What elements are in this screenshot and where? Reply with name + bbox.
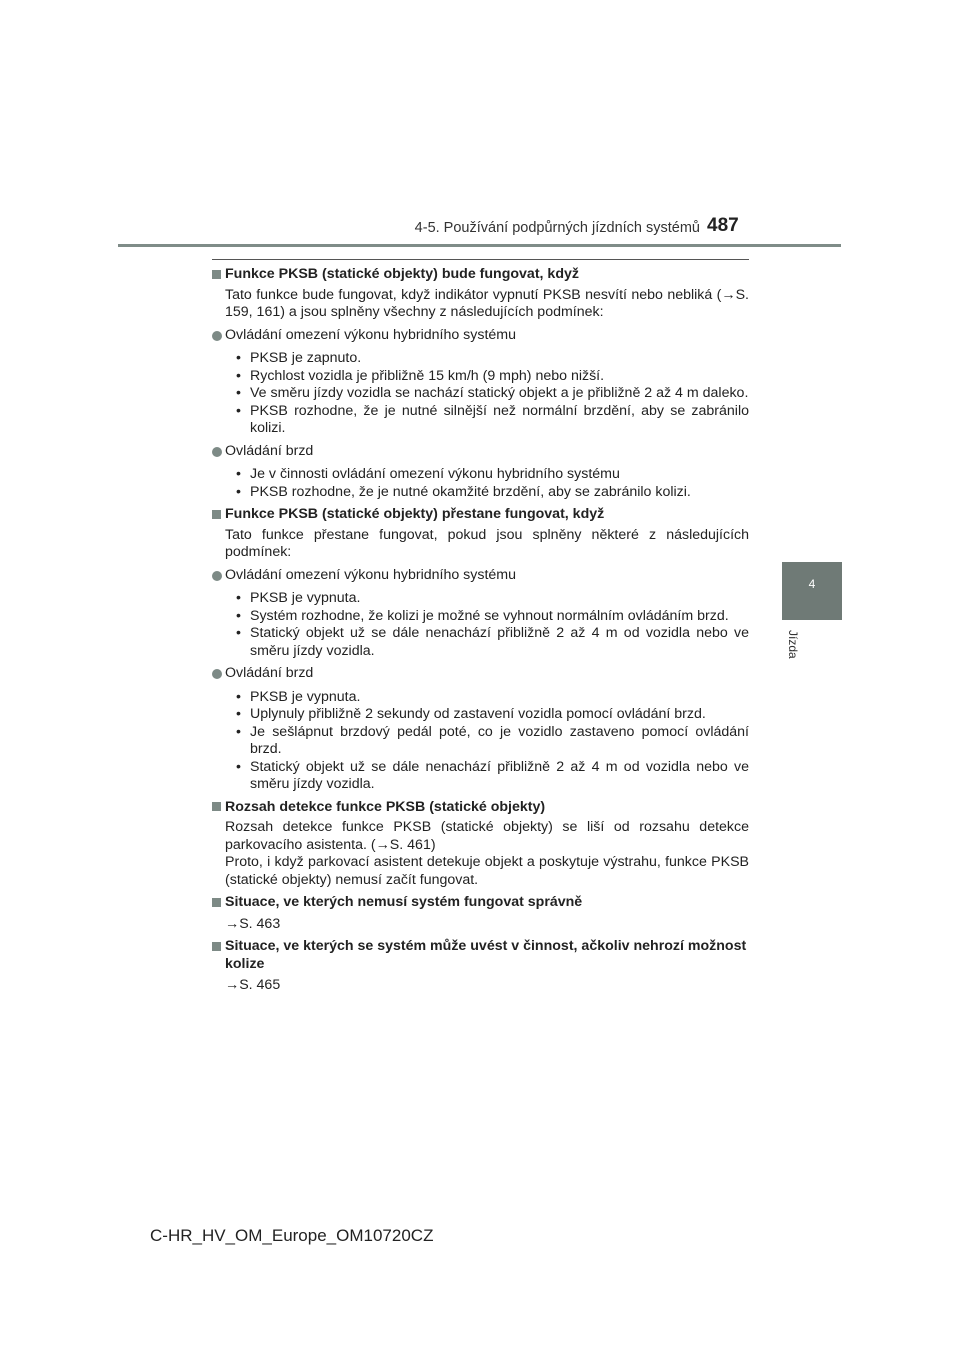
content bbox=[212, 259, 749, 995]
section-heading-text: Rozsah detekce funkce PKSB (statické objekty) bbox=[225, 798, 546, 815]
circle-bullet-icon bbox=[212, 571, 222, 581]
circle-bullet-icon bbox=[212, 669, 222, 679]
section-tab-label: Jízda bbox=[786, 630, 800, 659]
condition-list bbox=[212, 466, 749, 501]
condition-group-title: Ovládání omezení výkonu hybridního systému bbox=[212, 567, 749, 585]
section-heading-text: Funkce PKSB (statické objekty) bude fungovat, když bbox=[225, 266, 579, 282]
list-item: • Ve směru jízdy vozidla se nachází statický objekt a je přibližně 2 až 4 m daleko. bbox=[236, 385, 749, 401]
condition-group-title: Ovládání omezení výkonu hybridního systému bbox=[212, 327, 749, 345]
list-item: • PKSB je zapnuto. bbox=[236, 350, 362, 366]
page-reference: →S. 463 bbox=[225, 915, 281, 932]
condition-group-title: Ovládání brzd bbox=[212, 665, 749, 683]
section-intro: Tato funkce přestane fungovat, pokud jsou splněny některé z následujících podmínek: bbox=[225, 526, 749, 560]
list-item: • Statický objekt už se dále nenachází přibližně 2 až 4 m od vozidla nebo ve směru jízdy vozidla. bbox=[236, 758, 749, 792]
section-heading bbox=[212, 894, 749, 912]
header-rule bbox=[118, 244, 841, 247]
circle-bullet-icon bbox=[212, 331, 222, 341]
square-bullet-icon bbox=[212, 898, 221, 907]
section-tab-number: 4 bbox=[808, 577, 816, 591]
page-reference: →S. 465 bbox=[225, 977, 281, 993]
list-item: • PKSB je vypnuta. bbox=[236, 688, 361, 705]
list-item: • Uplynuly přibližně 2 sekundy od zastavení vozidla pomocí ovládání brzd. bbox=[236, 706, 706, 722]
list-item: • PKSB je vypnuta. bbox=[236, 590, 361, 606]
square-bullet-icon bbox=[212, 510, 221, 519]
list-item: • Je v činnosti ovládání omezení výkonu hybridního systému bbox=[236, 466, 620, 482]
section-heading-text: Funkce PKSB (statické objekty) přestane fungovat, když bbox=[225, 506, 605, 522]
list-item: • Statický objekt už se dále nenachází přibližně 2 až 4 m od vozidla nebo ve směru jízdy vozidla. bbox=[236, 625, 749, 659]
condition-list bbox=[212, 350, 749, 438]
section-intro: Tato funkce bude fungovat, když indikátor vypnutí PKSB nesvítí nebo nebliká (→S. 159, 161) a jsou splněny všechny z následujících podmínek: bbox=[225, 286, 749, 320]
section-intro: Rozsah detekce funkce PKSB (statické objekty) se liší od rozsahu detekce parkovacího asistenta. (→S. 461) bbox=[225, 819, 749, 853]
section-heading bbox=[212, 938, 749, 973]
list-item: • Systém rozhodne, že kolizi je možné se vyhnout normálním ovládáním brzd. bbox=[236, 607, 729, 624]
condition-group-title: Ovládání brzd bbox=[212, 443, 749, 461]
section-heading bbox=[212, 266, 749, 284]
section-heading bbox=[212, 506, 749, 524]
list-item: • PKSB rozhodne, že je nutné okamžité brzdění, aby se zabránilo kolizi. bbox=[236, 483, 691, 500]
square-bullet-icon bbox=[212, 942, 221, 951]
footer-document-code: C-HR_HV_OM_Europe_OM10720CZ bbox=[150, 1226, 434, 1245]
square-bullet-icon bbox=[212, 802, 221, 811]
square-bullet-icon bbox=[212, 270, 221, 279]
section-heading-text: Situace, ve kterých nemusí systém fungovat správně bbox=[225, 894, 583, 910]
circle-bullet-icon bbox=[212, 447, 222, 457]
header-title: 4-5. Používání podpůrných jízdních systémů bbox=[414, 220, 700, 236]
condition-list bbox=[212, 590, 749, 660]
section-heading bbox=[212, 799, 749, 817]
list-item: • Rychlost vozidla je přibližně 15 km/h (9 mph) nebo nižší. bbox=[236, 367, 605, 384]
list-item: • PKSB rozhodne, že je nutné silnější než normální brzdění, aby se zabránilo kolizi. bbox=[236, 402, 749, 436]
page-number: 487 bbox=[707, 215, 739, 236]
section-tab bbox=[782, 562, 842, 620]
section-intro-continued: Proto, i když parkovací asistent detekuje objekt a poskytuje výstrahu, funkce PKSB (statické objekty) nemusí začít fungovat. bbox=[225, 854, 749, 888]
section-heading-text: Situace, ve kterých se systém může uvést v činnost, ačkoliv nehrozí možnost kolize bbox=[225, 938, 747, 972]
list-item: • Je sešlápnut brzdový pedál poté, co je vozidlo zastaveno pomocí ovládání brzd. bbox=[236, 723, 749, 757]
condition-list bbox=[212, 689, 749, 794]
